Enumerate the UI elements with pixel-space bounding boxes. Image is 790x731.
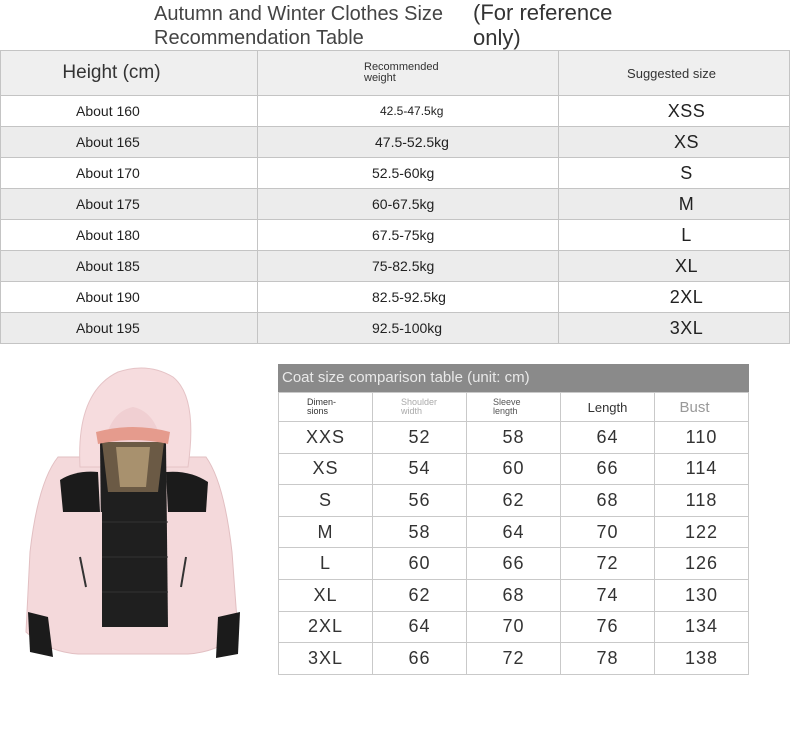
bust-cell: 110 <box>655 422 749 454</box>
height-cell: About 190 <box>1 282 258 313</box>
size-cell: S <box>279 485 373 517</box>
size-cell: L <box>279 548 373 580</box>
header-sleeve-line-2: length <box>493 406 518 416</box>
table-row <box>1 251 790 282</box>
reference-note-line-2: only) <box>473 25 521 50</box>
length-cell: 76 <box>561 611 655 643</box>
height-cell: About 160 <box>1 96 258 127</box>
header-length: Length <box>561 393 655 422</box>
table-row <box>1 282 790 313</box>
sleeve-cell: 70 <box>467 611 561 643</box>
size-recommendation-table <box>0 50 790 344</box>
coat-table-title: Coat size comparison table (unit: cm) <box>278 364 749 392</box>
header-suggested-size: Suggested size <box>559 51 790 96</box>
header-shoulder-line-1: Shoulder <box>401 397 438 407</box>
header-sleeve-line-1: Sleeve <box>493 397 521 407</box>
header-bust: Bust <box>655 393 749 422</box>
table-row <box>279 422 749 454</box>
weight-cell: 75-82.5kg <box>258 251 559 282</box>
header-dimensions-line-2: sions <box>307 406 329 416</box>
jacket-image <box>18 362 248 672</box>
weight-cell: 67.5-75kg <box>258 220 559 251</box>
size-cell: 3XL <box>559 313 790 344</box>
weight-cell: 42.5-47.5kg <box>258 96 559 127</box>
table-row <box>1 220 790 251</box>
table-row <box>279 453 749 485</box>
sleeve-cell: 60 <box>467 453 561 485</box>
size-cell: XL <box>559 251 790 282</box>
length-cell: 66 <box>561 453 655 485</box>
height-cell: About 180 <box>1 220 258 251</box>
sleeve-cell: 72 <box>467 643 561 675</box>
shoulder-cell: 52 <box>373 422 467 454</box>
size-cell: 3XL <box>279 643 373 675</box>
size-cell: XS <box>279 453 373 485</box>
weight-cell: 47.5-52.5kg <box>258 127 559 158</box>
table-row <box>1 127 790 158</box>
sleeve-cell: 62 <box>467 485 561 517</box>
header-sleeve-length <box>467 393 561 422</box>
reference-note <box>473 0 612 50</box>
length-cell: 78 <box>561 643 655 675</box>
shoulder-cell: 56 <box>373 485 467 517</box>
table-row <box>279 485 749 517</box>
header-weight-line-1: Recommended <box>364 61 439 73</box>
size-cell: XS <box>559 127 790 158</box>
bust-cell: 126 <box>655 548 749 580</box>
shoulder-cell: 62 <box>373 579 467 611</box>
title-line-1: Autumn and Winter Clothes Size <box>154 3 444 25</box>
bust-cell: 122 <box>655 516 749 548</box>
height-cell: About 175 <box>1 189 258 220</box>
header-weight-line-2: weight <box>364 72 396 84</box>
sleeve-cell: 68 <box>467 579 561 611</box>
height-cell: About 185 <box>1 251 258 282</box>
table-row <box>279 516 749 548</box>
size-cell: S <box>559 158 790 189</box>
table-row <box>279 579 749 611</box>
bust-cell: 118 <box>655 485 749 517</box>
size-cell: XL <box>279 579 373 611</box>
bust-cell: 138 <box>655 643 749 675</box>
weight-cell: 82.5-92.5kg <box>258 282 559 313</box>
size-cell: 2XL <box>559 282 790 313</box>
size-cell: XXS <box>279 422 373 454</box>
page-title <box>154 2 443 50</box>
table-row <box>279 548 749 580</box>
table-row <box>1 158 790 189</box>
bust-cell: 114 <box>655 453 749 485</box>
table-row <box>279 611 749 643</box>
height-cell: About 195 <box>1 313 258 344</box>
size-cell: XSS <box>559 96 790 127</box>
size-cell: M <box>559 189 790 220</box>
bust-cell: 134 <box>655 611 749 643</box>
coat-header-row <box>279 393 749 422</box>
length-cell: 72 <box>561 548 655 580</box>
title-line-2: Recommendation Table <box>154 27 364 49</box>
sleeve-cell: 66 <box>467 548 561 580</box>
shoulder-cell: 58 <box>373 516 467 548</box>
header-weight <box>258 51 559 96</box>
shoulder-cell: 54 <box>373 453 467 485</box>
header-shoulder-line-2: width <box>401 406 423 416</box>
table-row <box>279 643 749 675</box>
shoulder-cell: 66 <box>373 643 467 675</box>
height-cell: About 165 <box>1 127 258 158</box>
length-cell: 68 <box>561 485 655 517</box>
length-cell: 70 <box>561 516 655 548</box>
table-row <box>1 313 790 344</box>
bust-cell: 130 <box>655 579 749 611</box>
sleeve-cell: 58 <box>467 422 561 454</box>
length-cell: 74 <box>561 579 655 611</box>
jacket-illustration <box>18 362 248 672</box>
reference-note-line-1: (For reference <box>473 0 613 25</box>
weight-cell: 92.5-100kg <box>258 313 559 344</box>
shoulder-cell: 60 <box>373 548 467 580</box>
header-dimensions <box>279 393 373 422</box>
header-dimensions-line-1: Dimen- <box>307 397 337 407</box>
height-cell: About 170 <box>1 158 258 189</box>
table-header-row <box>1 51 790 96</box>
sleeve-cell: 64 <box>467 516 561 548</box>
coat-size-table <box>278 364 749 675</box>
weight-cell: 52.5-60kg <box>258 158 559 189</box>
shoulder-cell: 64 <box>373 611 467 643</box>
size-cell: L <box>559 220 790 251</box>
coat-table-grid <box>278 392 749 675</box>
table-row <box>1 189 790 220</box>
size-cell: M <box>279 516 373 548</box>
length-cell: 64 <box>561 422 655 454</box>
header-shoulder-width <box>373 393 467 422</box>
table-row <box>1 96 790 127</box>
weight-cell: 60-67.5kg <box>258 189 559 220</box>
header-height: Height (cm) <box>1 51 258 96</box>
size-cell: 2XL <box>279 611 373 643</box>
